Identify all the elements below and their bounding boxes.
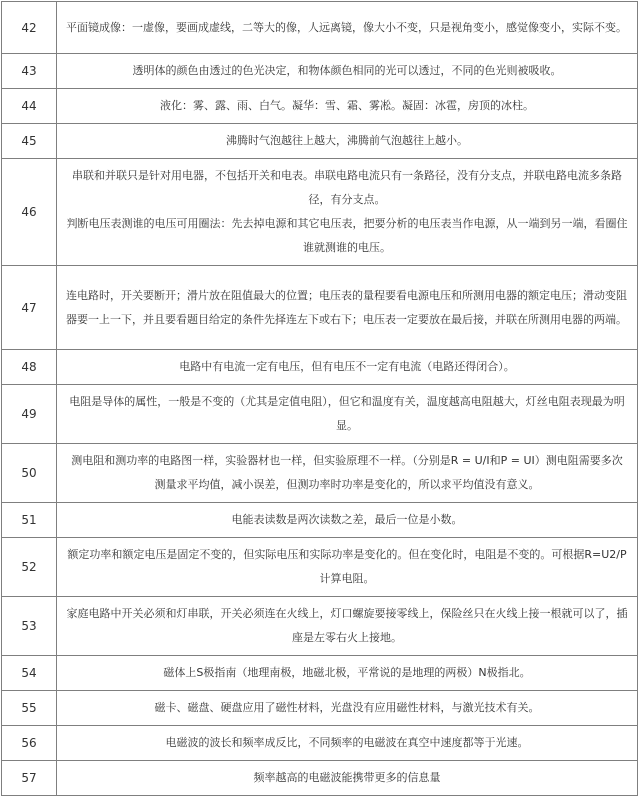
row-text: 电路中有电流一定有电压，但有电压不一定有电流（电路还得闭合）。 bbox=[179, 360, 515, 373]
row-number: 56 bbox=[2, 726, 57, 761]
table-row bbox=[2, 89, 638, 124]
row-content bbox=[57, 444, 638, 503]
row-number: 51 bbox=[2, 503, 57, 538]
row-text: 磁卡、磁盘、硬盘应用了磁性材料，光盘没有应用磁性材料，与激光技术有关。 bbox=[154, 701, 540, 714]
row-number: 43 bbox=[2, 54, 57, 89]
row-text: 透明体的颜色由透过的色光决定，和物体颜色相同的光可以透过，不同的色光则被吸收。 bbox=[132, 64, 562, 77]
table-row bbox=[2, 691, 638, 726]
row-text: 电能表读数是两次读数之差，最后一位是小数。 bbox=[231, 513, 463, 526]
row-number: 54 bbox=[2, 656, 57, 691]
row-text: 家庭电路中开关必须和灯串联，开关必须连在火线上，灯口螺旋要接零线上，保险丝只在火线上接一根就可以了，插座是左零右火上接地。 bbox=[66, 607, 628, 644]
row-content bbox=[57, 350, 638, 385]
table-row bbox=[2, 726, 638, 761]
table-row bbox=[2, 385, 638, 444]
row-text: 频率越高的电磁波能携带更多的信息量 bbox=[253, 771, 441, 784]
row-text: 沸腾时气泡越往上越大，沸腾前气泡越往上越小。 bbox=[226, 134, 468, 147]
table-row bbox=[2, 538, 638, 597]
table-row bbox=[2, 159, 638, 266]
row-content bbox=[57, 538, 638, 597]
row-content bbox=[57, 691, 638, 726]
row-number: 46 bbox=[2, 159, 57, 266]
row-content bbox=[57, 385, 638, 444]
row-content bbox=[57, 89, 638, 124]
row-content bbox=[57, 726, 638, 761]
row-text: 电阻是导体的属性，一般是不变的（尤其是定值电阻），但它和温度有关，温度越高电阻越大，灯丝电阻表现最为明显。 bbox=[69, 395, 625, 432]
row-number: 45 bbox=[2, 124, 57, 159]
row-text: 判断电压表测谁的电压可用圈法：先去掉电源和其它电压表，把要分析的电压表当作电源，从一端到另一端，看圈住谁就测谁的电压。 bbox=[66, 217, 628, 254]
row-content bbox=[57, 159, 638, 266]
table-row bbox=[2, 124, 638, 159]
row-number: 50 bbox=[2, 444, 57, 503]
row-number: 49 bbox=[2, 385, 57, 444]
table-row bbox=[2, 444, 638, 503]
row-content bbox=[57, 266, 638, 350]
table-row bbox=[2, 761, 638, 796]
row-text: 额定功率和额定电压是固定不变的，但实际电压和实际功率是变化的。但在变化时，电阻是不变的。可根据R=U2/P计算电阻。 bbox=[67, 548, 627, 585]
row-content bbox=[57, 761, 638, 796]
table-row bbox=[2, 266, 638, 350]
knowledge-table bbox=[1, 1, 638, 796]
table-row bbox=[2, 656, 638, 691]
row-text: 串联和并联只是针对用电器，不包括开关和电表。串联电路电流只有一条路径，没有分支点，并联电路电流多条路径，有分支点。 bbox=[72, 169, 622, 206]
row-content bbox=[57, 503, 638, 538]
row-content bbox=[57, 2, 638, 54]
row-number: 52 bbox=[2, 538, 57, 597]
row-content bbox=[57, 656, 638, 691]
row-content bbox=[57, 597, 638, 656]
row-text: 磁体上S极指南（地理南极，地磁北极，平常说的是地理的两极）N极指北。 bbox=[163, 666, 531, 679]
table-row bbox=[2, 597, 638, 656]
table-row bbox=[2, 503, 638, 538]
row-text: 平面镜成像：一虚像，要画成虚线，二等大的像，人远离镜，像大小不变，只是视角变小，感觉像变小，实际不变。 bbox=[66, 20, 627, 34]
row-number: 48 bbox=[2, 350, 57, 385]
row-content bbox=[57, 124, 638, 159]
row-text: 液化：雾、露、雨、白气。凝华：雪、霜、雾凇。凝固：冰雹，房顶的冰柱。 bbox=[160, 99, 534, 112]
row-number: 57 bbox=[2, 761, 57, 796]
row-number: 44 bbox=[2, 89, 57, 124]
row-number: 47 bbox=[2, 266, 57, 350]
row-number: 42 bbox=[2, 2, 57, 54]
table-row bbox=[2, 2, 638, 54]
row-text: 测电阻和测功率的电路图一样，实验器材也一样，但实验原理不一样。（分别是R = U/I和P = UI）测电阻需要多次测量求平均值，减小误差，但测功率时功率是变化的，所以求平均值没有意义。 bbox=[71, 454, 623, 491]
row-text: 电磁波的波长和频率成反比，不同频率的电磁波在真空中速度都等于光速。 bbox=[165, 736, 529, 749]
row-number: 55 bbox=[2, 691, 57, 726]
row-content bbox=[57, 54, 638, 89]
table-row bbox=[2, 350, 638, 385]
table-row bbox=[2, 54, 638, 89]
row-text: 连电路时，开关要断开；滑片放在阻值最大的位置；电压表的量程要看电源电压和所测用电器的额定电压；滑动变阻器要一上一下，并且要看题目给定的条件先择连左下或右下；电压表一定要放在最后接，并联在所测用电器的两端。 bbox=[66, 288, 627, 326]
row-number: 53 bbox=[2, 597, 57, 656]
